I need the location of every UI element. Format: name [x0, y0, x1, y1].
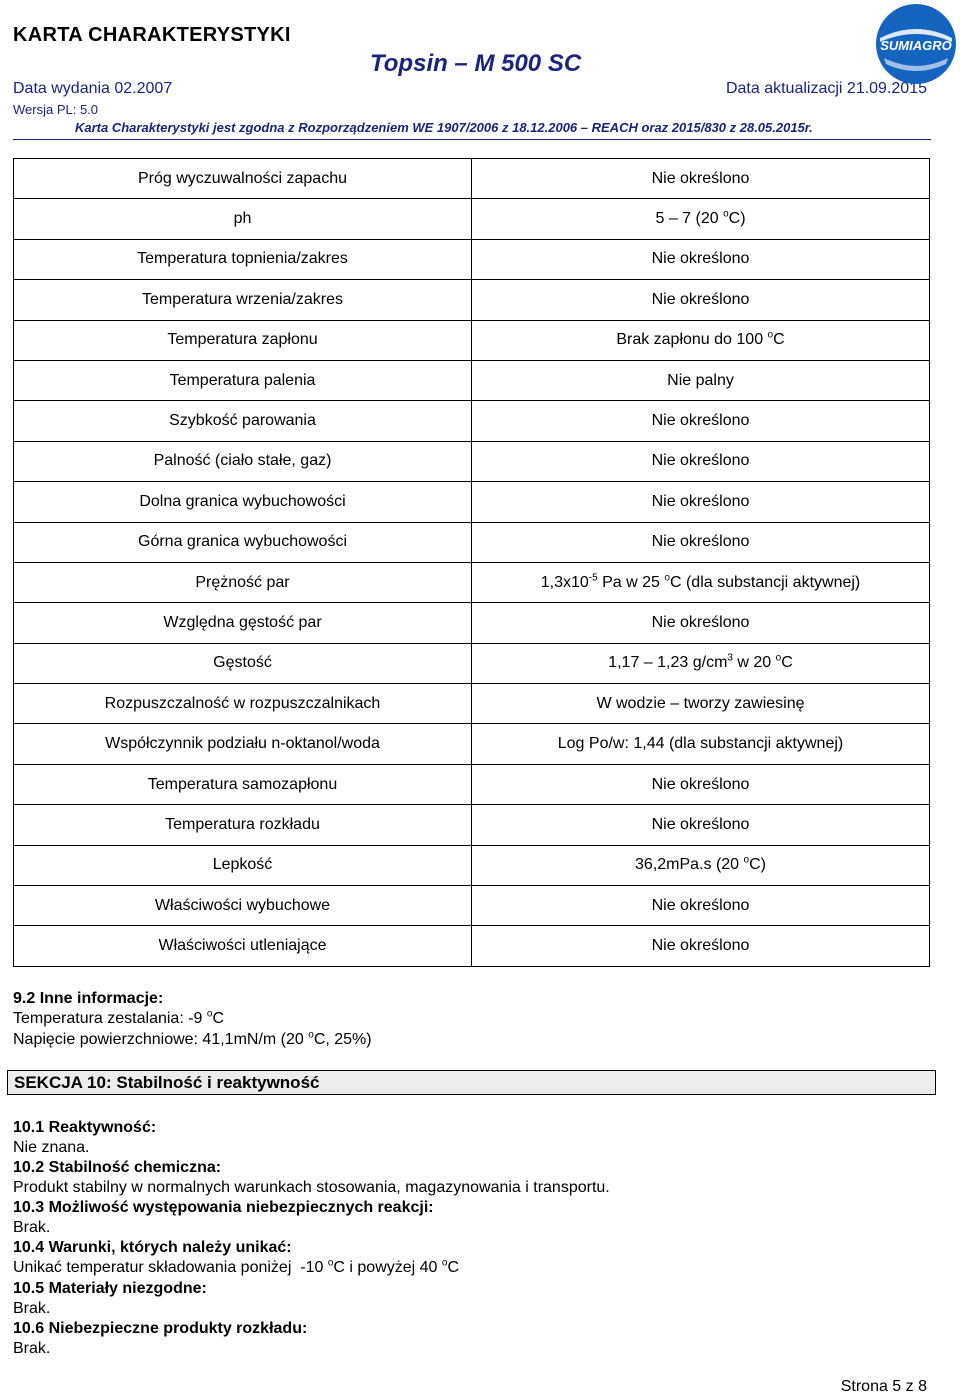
hazardous-reactions-heading: 10.3 Możliwość występowania niebezpiecznych reakcji:: [13, 1199, 434, 1216]
property-name: Prężność par: [14, 562, 472, 602]
property-value: Nie określono: [472, 926, 930, 966]
property-value: Nie określono: [472, 805, 930, 845]
property-name: Temperatura topnienia/zakres: [14, 239, 472, 279]
reactivity-heading: 10.1 Reaktywność:: [13, 1119, 157, 1136]
property-name: Temperatura zapłonu: [14, 320, 472, 360]
property-name: Właściwości utleniające: [14, 926, 472, 966]
table-row: [14, 199, 930, 239]
property-value: Nie określono: [472, 280, 930, 320]
table-row: [14, 886, 930, 926]
property-value: Nie określono: [472, 482, 930, 522]
property-name: Szybkość parowania: [14, 401, 472, 441]
property-name: Temperatura wrzenia/zakres: [14, 280, 472, 320]
table-row: [14, 159, 930, 199]
decomposition-products-heading: 10.6 Niebezpieczne produkty rozkładu:: [13, 1320, 308, 1337]
table-row: [14, 845, 930, 885]
table-row: [14, 401, 930, 441]
surface-tension: Napięcie powierzchniowe: 41,1mN/m (20 $^o$C, 25%): [13, 1029, 372, 1048]
table-row: [14, 764, 930, 804]
physical-properties-table: [13, 158, 930, 967]
table-row: [14, 603, 930, 643]
property-name: Względna gęstość par: [14, 603, 472, 643]
version: Wersja PL: 5.0: [13, 102, 99, 117]
conditions-to-avoid-heading: 10.4 Warunki, których należy unikać:: [13, 1239, 292, 1256]
property-value: $1,3x10^{-5}$ Pa w 25 $^o$C (dla substancji aktywnej): [472, 562, 930, 602]
incompatible-materials-text: Brak.: [13, 1300, 51, 1317]
svg-text:SUMIAGRO: SUMIAGRO: [880, 38, 952, 53]
chemical-stability-text: Produkt stabilny w normalnych warunkach stosowania, magazynowania i transportu.: [13, 1179, 610, 1196]
property-name: Gęstość: [14, 643, 472, 683]
incompatible-materials-heading: 10.5 Materiały niezgodne:: [13, 1280, 207, 1297]
section-10-header: [7, 1070, 936, 1095]
table-row: [14, 562, 930, 602]
table-row: [14, 320, 930, 360]
table-row: [14, 441, 930, 481]
property-value: Nie określono: [472, 401, 930, 441]
hazardous-reactions-text: Brak.: [13, 1219, 51, 1236]
property-value: Nie określono: [472, 886, 930, 926]
property-name: Lepkość: [14, 845, 472, 885]
table-row: [14, 482, 930, 522]
property-value: W wodzie – tworzy zawiesinę: [472, 684, 930, 724]
property-name: Temperatura samozapłonu: [14, 764, 472, 804]
property-value: Nie palny: [472, 360, 930, 400]
property-value: 36,2mPa.s (20 $^o$C): [472, 845, 930, 885]
property-value: Nie określono: [472, 159, 930, 199]
property-value: Nie określono: [472, 603, 930, 643]
property-value: Nie określono: [472, 239, 930, 279]
other-info-heading: 9.2 Inne informacje:: [13, 990, 164, 1007]
section-10-title: SEKCJA 10: Stabilność i reaktywność: [14, 1073, 320, 1092]
product-name: Topsin – M 500 SC: [370, 50, 582, 77]
property-value: 5 – 7 (20 $^o$C): [472, 199, 930, 239]
table-row: [14, 280, 930, 320]
property-value: 1,17 – 1,23 $g/cm^3$ w 20 $^o$C: [472, 643, 930, 683]
property-name: Górna granica wybuchowości: [14, 522, 472, 562]
decomposition-products-text: Brak.: [13, 1340, 51, 1357]
property-value: Log Po/w: 1,44 (dla substancji aktywnej): [472, 724, 930, 764]
table-row: [14, 360, 930, 400]
chemical-stability-heading: 10.2 Stabilność chemiczna:: [13, 1159, 222, 1176]
property-name: ph: [14, 199, 472, 239]
property-value: Brak zapłonu do 100 $^o$C: [472, 320, 930, 360]
reactivity-text: Nie znana.: [13, 1139, 90, 1156]
property-value: Nie określono: [472, 441, 930, 481]
update-date: Data aktualizacji 21.09.2015: [725, 80, 927, 97]
property-name: Rozpuszczalność w rozpuszczalnikach: [14, 684, 472, 724]
document-title: KARTA CHARAKTERYSTYKI: [13, 24, 291, 46]
property-value: Nie określono: [472, 522, 930, 562]
table-row: [14, 805, 930, 845]
conditions-to-avoid-text: Unikać temperatur składowania poniżej -10 $^o$C i powyżej 40 $^o$C: [13, 1257, 460, 1276]
issue-date: Data wydania 02.2007: [13, 80, 173, 97]
property-name: Współczynnik podziału n-oktanol/woda: [14, 724, 472, 764]
property-name: Temperatura palenia: [14, 360, 472, 400]
regulation-note: Karta Charakterystyki jest zgodna z Rozporządzeniem WE 1907/2006 z 18.12.2006 – REACH oraz 2015/830 z 28.05.2015r.: [75, 120, 813, 135]
table-row: [14, 522, 930, 562]
property-name: Próg wyczuwalności zapachu: [14, 159, 472, 199]
property-name: Palność (ciało stałe, gaz): [14, 441, 472, 481]
table-row: [14, 926, 930, 966]
property-name: Dolna granica wybuchowości: [14, 482, 472, 522]
sumiagro-logo: [874, 2, 958, 86]
solidification-temp: Temperatura zestalania: -9 $^o$C: [13, 1008, 224, 1027]
property-value: Nie określono: [472, 764, 930, 804]
property-name: Właściwości wybuchowe: [14, 886, 472, 926]
header-divider: [13, 139, 931, 140]
page-number: Strona 5 z 8: [840, 1378, 927, 1395]
table-row: [14, 239, 930, 279]
table-row: [14, 684, 930, 724]
table-row: [14, 724, 930, 764]
table-row: [14, 643, 930, 683]
property-name: Temperatura rozkładu: [14, 805, 472, 845]
